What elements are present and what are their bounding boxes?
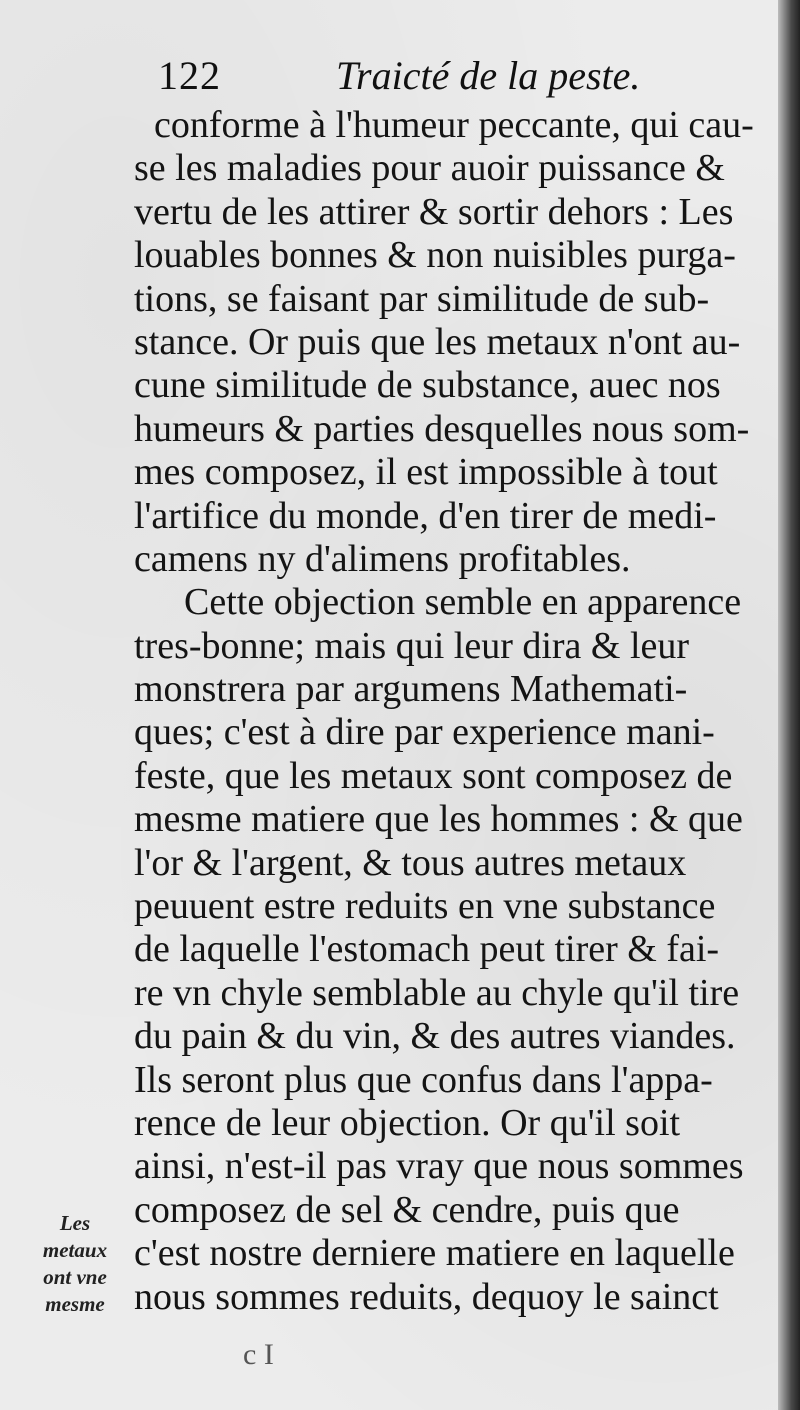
margin-note-line: metaux <box>42 1238 108 1262</box>
text-line: c'est nostre derniere matiere en laquelle <box>134 1232 735 1275</box>
text-line: cune similitude de substance, auec nos <box>134 364 721 407</box>
margin-note-line: ont vne <box>43 1265 107 1289</box>
text-line: humeurs & parties desquelles nous som- <box>134 407 750 450</box>
page-edge-shadow <box>778 0 800 1410</box>
margin-note-line: Les <box>59 1211 91 1235</box>
text-line: composez de sel & cendre, puis que <box>134 1188 680 1231</box>
running-title: Traicté de la peste. <box>336 53 641 98</box>
text-line: du pain & du vin, & des autres viandes. <box>134 1015 736 1058</box>
page-header <box>158 52 648 102</box>
text-line: conforme à l'humeur peccante, qui cau- <box>154 104 754 146</box>
text-line: nous sommes reduits, dequoy le sainct <box>134 1275 719 1318</box>
text-line: monstrera par argumens Mathemati- <box>134 668 688 711</box>
paragraph-start-line: Cette objection semble en apparence <box>184 581 742 624</box>
text-line: ques; c'est à dire par experience mani- <box>134 711 715 754</box>
page-number: 122 <box>158 53 221 98</box>
text-line: re vn chyle semblable au chyle qu'il tire <box>134 971 740 1014</box>
text-line: tions, se faisant par similitude de sub- <box>134 277 710 320</box>
text-line: se les maladies pour auoir puissance & <box>134 147 725 190</box>
text-line: l'artifice du monde, d'en tirer de medi- <box>134 494 717 537</box>
text-line: stance. Or puis que les metaux n'ont au- <box>134 320 741 363</box>
text-line: mesme matiere que les hommes : & que <box>134 798 743 841</box>
margin-note-line: mesme <box>45 1292 105 1316</box>
margin-note <box>20 1210 130 1318</box>
text-line: peuuent estre reduits en vne substance <box>134 885 716 928</box>
text-line: de laquelle l'estomach peut tirer & fai- <box>134 928 720 971</box>
text-line: feste, que les metaux sont composez de <box>134 754 733 797</box>
text-line: louables bonnes & non nuisibles purga- <box>134 234 736 277</box>
text-line: ainsi, n'est-il pas vray que nous sommes <box>134 1145 744 1188</box>
text-line: Ils seront plus que confus dans l'appa- <box>134 1058 713 1101</box>
text-line: tres-bonne; mais qui leur dira & leur <box>134 624 690 667</box>
text-line: l'or & l'argent, & tous autres metaux <box>134 841 687 884</box>
body-text <box>134 104 764 1319</box>
text-line: camens ny d'alimens profitables. <box>134 537 631 580</box>
text-line: mes composez, il est impossible à tout <box>134 451 718 494</box>
text-line: rence de leur objection. Or qu'il soit <box>134 1101 681 1144</box>
signature-mark: c I <box>243 1338 274 1371</box>
text-line: vertu de les attirer & sortir dehors : Les <box>134 190 734 233</box>
